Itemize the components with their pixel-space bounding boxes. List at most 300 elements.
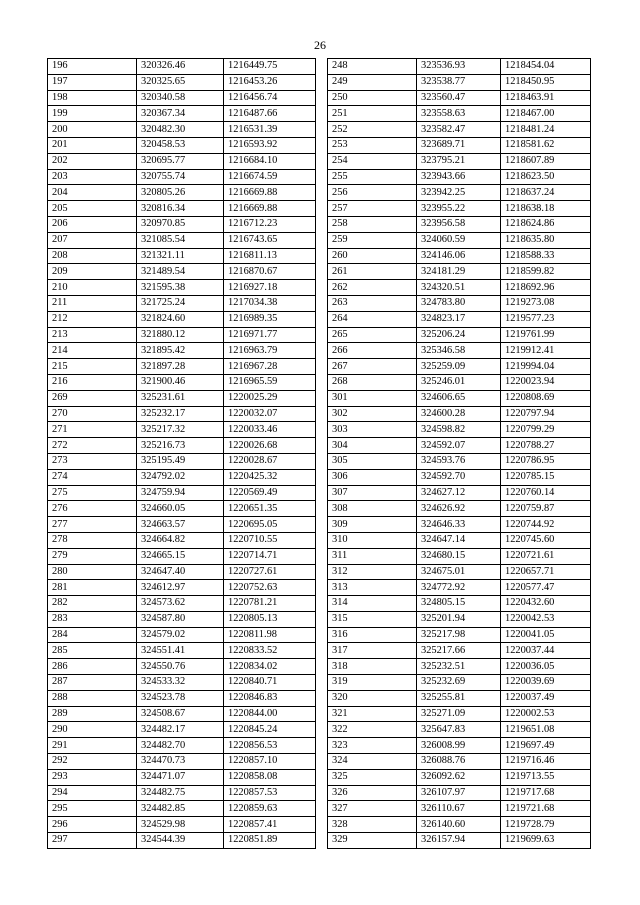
left-x-coordinate-cell: 321085.54 [137, 232, 224, 248]
left-y-coordinate-cell: 1220651.35 [224, 501, 316, 517]
table-row [48, 675, 591, 691]
left-x-coordinate-cell: 320458.53 [137, 137, 224, 153]
left-point-number-cell: 213 [48, 327, 137, 343]
column-gap [316, 422, 328, 438]
right-x-coordinate-cell: 326088.76 [417, 754, 501, 770]
right-x-coordinate-cell: 325206.24 [417, 327, 501, 343]
left-x-coordinate-cell: 324470.73 [137, 754, 224, 770]
left-x-coordinate-cell: 320755.74 [137, 169, 224, 185]
left-point-number-cell: 296 [48, 817, 137, 833]
right-y-coordinate-cell: 1220745.60 [501, 532, 591, 548]
left-point-number-cell: 280 [48, 564, 137, 580]
right-y-coordinate-cell: 1219994.04 [501, 359, 591, 375]
left-y-coordinate-cell: 1216971.77 [224, 327, 316, 343]
column-gap [316, 106, 328, 122]
column-gap [316, 343, 328, 359]
left-point-number-cell: 211 [48, 295, 137, 311]
right-y-coordinate-cell: 1218467.00 [501, 106, 591, 122]
right-point-number-cell: 255 [328, 169, 417, 185]
table-row [48, 722, 591, 738]
column-gap [316, 359, 328, 375]
right-y-coordinate-cell: 1220041.05 [501, 627, 591, 643]
right-x-coordinate-cell: 325232.69 [417, 675, 501, 691]
right-x-coordinate-cell: 326092.62 [417, 769, 501, 785]
left-y-coordinate-cell: 1220844.00 [224, 706, 316, 722]
left-y-coordinate-cell: 1216531.39 [224, 122, 316, 138]
left-y-coordinate-cell: 1220569.49 [224, 485, 316, 501]
right-point-number-cell: 314 [328, 596, 417, 612]
table-row [48, 137, 591, 153]
left-y-coordinate-cell: 1216669.88 [224, 201, 316, 217]
right-x-coordinate-cell: 324592.07 [417, 438, 501, 454]
column-gap [316, 74, 328, 90]
right-point-number-cell: 319 [328, 675, 417, 691]
left-x-coordinate-cell: 320340.58 [137, 90, 224, 106]
table-row [48, 438, 591, 454]
left-point-number-cell: 273 [48, 453, 137, 469]
left-point-number-cell: 294 [48, 785, 137, 801]
column-gap [316, 596, 328, 612]
table-row [48, 327, 591, 343]
column-gap [316, 185, 328, 201]
right-point-number-cell: 262 [328, 280, 417, 296]
right-x-coordinate-cell: 323582.47 [417, 122, 501, 138]
left-y-coordinate-cell: 1216684.10 [224, 153, 316, 169]
table-row [48, 785, 591, 801]
left-y-coordinate-cell: 1220845.24 [224, 722, 316, 738]
right-x-coordinate-cell: 326140.60 [417, 817, 501, 833]
right-point-number-cell: 312 [328, 564, 417, 580]
left-point-number-cell: 209 [48, 264, 137, 280]
right-x-coordinate-cell: 323558.63 [417, 106, 501, 122]
column-gap [316, 611, 328, 627]
right-point-number-cell: 253 [328, 137, 417, 153]
left-x-coordinate-cell: 321595.38 [137, 280, 224, 296]
left-point-number-cell: 206 [48, 216, 137, 232]
right-x-coordinate-cell: 324675.01 [417, 564, 501, 580]
left-point-number-cell: 214 [48, 343, 137, 359]
left-x-coordinate-cell: 324587.80 [137, 611, 224, 627]
column-gap [316, 311, 328, 327]
left-x-coordinate-cell: 325231.61 [137, 390, 224, 406]
right-y-coordinate-cell: 1218638.18 [501, 201, 591, 217]
column-gap [316, 137, 328, 153]
left-x-coordinate-cell: 320326.46 [137, 59, 224, 75]
right-x-coordinate-cell: 326107.97 [417, 785, 501, 801]
right-point-number-cell: 264 [328, 311, 417, 327]
left-x-coordinate-cell: 320695.77 [137, 153, 224, 169]
left-x-coordinate-cell: 320325.65 [137, 74, 224, 90]
right-point-number-cell: 259 [328, 232, 417, 248]
left-point-number-cell: 283 [48, 611, 137, 627]
table-row [48, 690, 591, 706]
column-gap [316, 690, 328, 706]
table-row [48, 216, 591, 232]
left-y-coordinate-cell: 1220025.29 [224, 390, 316, 406]
left-x-coordinate-cell: 324647.40 [137, 564, 224, 580]
column-gap [316, 59, 328, 75]
table-row [48, 833, 591, 849]
right-point-number-cell: 248 [328, 59, 417, 75]
table-row [48, 153, 591, 169]
table-row [48, 453, 591, 469]
left-point-number-cell: 215 [48, 359, 137, 375]
right-point-number-cell: 316 [328, 627, 417, 643]
right-x-coordinate-cell: 324646.33 [417, 517, 501, 533]
right-point-number-cell: 315 [328, 611, 417, 627]
right-point-number-cell: 254 [328, 153, 417, 169]
table-row [48, 643, 591, 659]
left-y-coordinate-cell: 1220752.63 [224, 580, 316, 596]
left-point-number-cell: 293 [48, 769, 137, 785]
left-y-coordinate-cell: 1216593.92 [224, 137, 316, 153]
table-row [48, 295, 591, 311]
table-row [48, 201, 591, 217]
right-point-number-cell: 327 [328, 801, 417, 817]
right-x-coordinate-cell: 323955.22 [417, 201, 501, 217]
right-y-coordinate-cell: 1220657.71 [501, 564, 591, 580]
table-row [48, 754, 591, 770]
column-gap [316, 548, 328, 564]
table-row [48, 501, 591, 517]
left-x-coordinate-cell: 324579.02 [137, 627, 224, 643]
left-point-number-cell: 198 [48, 90, 137, 106]
right-x-coordinate-cell: 326110.67 [417, 801, 501, 817]
table-row [48, 738, 591, 754]
left-point-number-cell: 288 [48, 690, 137, 706]
right-x-coordinate-cell: 325271.09 [417, 706, 501, 722]
column-gap [316, 706, 328, 722]
left-y-coordinate-cell: 1216870.67 [224, 264, 316, 280]
left-y-coordinate-cell: 1216712.23 [224, 216, 316, 232]
left-point-number-cell: 279 [48, 548, 137, 564]
right-point-number-cell: 310 [328, 532, 417, 548]
column-gap [316, 738, 328, 754]
right-x-coordinate-cell: 323943.66 [417, 169, 501, 185]
right-x-coordinate-cell: 325201.94 [417, 611, 501, 627]
left-point-number-cell: 278 [48, 532, 137, 548]
left-y-coordinate-cell: 1216963.79 [224, 343, 316, 359]
right-point-number-cell: 317 [328, 643, 417, 659]
column-gap [316, 201, 328, 217]
right-x-coordinate-cell: 323942.25 [417, 185, 501, 201]
table-row [48, 769, 591, 785]
right-point-number-cell: 325 [328, 769, 417, 785]
table-row [48, 611, 591, 627]
left-y-coordinate-cell: 1220858.08 [224, 769, 316, 785]
right-x-coordinate-cell: 325346.58 [417, 343, 501, 359]
left-y-coordinate-cell: 1220859.63 [224, 801, 316, 817]
table-row [48, 185, 591, 201]
left-y-coordinate-cell: 1220727.61 [224, 564, 316, 580]
left-x-coordinate-cell: 321880.12 [137, 327, 224, 343]
right-x-coordinate-cell: 323538.77 [417, 74, 501, 90]
left-x-coordinate-cell: 324523.78 [137, 690, 224, 706]
right-x-coordinate-cell: 324627.12 [417, 485, 501, 501]
left-y-coordinate-cell: 1216669.88 [224, 185, 316, 201]
table-row [48, 817, 591, 833]
left-point-number-cell: 290 [48, 722, 137, 738]
left-y-coordinate-cell: 1216449.75 [224, 59, 316, 75]
left-x-coordinate-cell: 324550.76 [137, 659, 224, 675]
right-point-number-cell: 266 [328, 343, 417, 359]
right-point-number-cell: 320 [328, 690, 417, 706]
column-gap [316, 216, 328, 232]
table-row [48, 264, 591, 280]
left-point-number-cell: 269 [48, 390, 137, 406]
column-gap [316, 754, 328, 770]
right-y-coordinate-cell: 1220786.95 [501, 453, 591, 469]
left-point-number-cell: 276 [48, 501, 137, 517]
left-point-number-cell: 212 [48, 311, 137, 327]
left-point-number-cell: 286 [48, 659, 137, 675]
left-y-coordinate-cell: 1220710.55 [224, 532, 316, 548]
right-point-number-cell: 252 [328, 122, 417, 138]
left-point-number-cell: 287 [48, 675, 137, 691]
left-point-number-cell: 272 [48, 438, 137, 454]
column-gap [316, 406, 328, 422]
right-point-number-cell: 256 [328, 185, 417, 201]
column-gap [316, 769, 328, 785]
left-x-coordinate-cell: 325195.49 [137, 453, 224, 469]
right-y-coordinate-cell: 1219721.68 [501, 801, 591, 817]
right-y-coordinate-cell: 1218624.86 [501, 216, 591, 232]
column-gap [316, 722, 328, 738]
left-y-coordinate-cell: 1220857.10 [224, 754, 316, 770]
left-point-number-cell: 277 [48, 517, 137, 533]
table-row [48, 659, 591, 675]
column-gap [316, 453, 328, 469]
right-point-number-cell: 318 [328, 659, 417, 675]
left-x-coordinate-cell: 324660.05 [137, 501, 224, 517]
right-y-coordinate-cell: 1218454.04 [501, 59, 591, 75]
column-gap [316, 169, 328, 185]
left-y-coordinate-cell: 1216965.59 [224, 374, 316, 390]
right-y-coordinate-cell: 1220037.49 [501, 690, 591, 706]
left-y-coordinate-cell: 1220857.41 [224, 817, 316, 833]
column-gap [316, 264, 328, 280]
right-point-number-cell: 249 [328, 74, 417, 90]
left-y-coordinate-cell: 1220846.83 [224, 690, 316, 706]
left-x-coordinate-cell: 324573.62 [137, 596, 224, 612]
left-x-coordinate-cell: 324471.07 [137, 769, 224, 785]
right-y-coordinate-cell: 1219273.08 [501, 295, 591, 311]
column-gap [316, 659, 328, 675]
left-x-coordinate-cell: 324663.57 [137, 517, 224, 533]
right-y-coordinate-cell: 1220797.94 [501, 406, 591, 422]
right-y-coordinate-cell: 1220785.15 [501, 469, 591, 485]
left-point-number-cell: 203 [48, 169, 137, 185]
table-row [48, 232, 591, 248]
left-point-number-cell: 216 [48, 374, 137, 390]
left-y-coordinate-cell: 1220695.05 [224, 517, 316, 533]
table-row [48, 627, 591, 643]
left-point-number-cell: 196 [48, 59, 137, 75]
right-point-number-cell: 268 [328, 374, 417, 390]
left-y-coordinate-cell: 1216487.66 [224, 106, 316, 122]
table-row [48, 169, 591, 185]
table-row [48, 122, 591, 138]
right-x-coordinate-cell: 324647.14 [417, 532, 501, 548]
left-x-coordinate-cell: 324665.15 [137, 548, 224, 564]
left-y-coordinate-cell: 1220026.68 [224, 438, 316, 454]
right-y-coordinate-cell: 1218581.62 [501, 137, 591, 153]
right-point-number-cell: 304 [328, 438, 417, 454]
right-x-coordinate-cell: 324592.70 [417, 469, 501, 485]
table-row [48, 596, 591, 612]
left-y-coordinate-cell: 1217034.38 [224, 295, 316, 311]
right-point-number-cell: 251 [328, 106, 417, 122]
column-gap [316, 438, 328, 454]
right-y-coordinate-cell: 1219713.55 [501, 769, 591, 785]
left-y-coordinate-cell: 1220033.46 [224, 422, 316, 438]
right-x-coordinate-cell: 324146.06 [417, 248, 501, 264]
right-y-coordinate-cell: 1218637.24 [501, 185, 591, 201]
left-x-coordinate-cell: 324482.85 [137, 801, 224, 817]
column-gap [316, 485, 328, 501]
right-x-coordinate-cell: 324598.82 [417, 422, 501, 438]
right-y-coordinate-cell: 1220042.53 [501, 611, 591, 627]
right-y-coordinate-cell: 1218692.96 [501, 280, 591, 296]
left-y-coordinate-cell: 1216811.13 [224, 248, 316, 264]
right-y-coordinate-cell: 1218450.95 [501, 74, 591, 90]
right-y-coordinate-cell: 1218463.91 [501, 90, 591, 106]
right-point-number-cell: 313 [328, 580, 417, 596]
right-y-coordinate-cell: 1220432.60 [501, 596, 591, 612]
column-gap [316, 627, 328, 643]
table-row [48, 580, 591, 596]
left-point-number-cell: 289 [48, 706, 137, 722]
right-y-coordinate-cell: 1220788.27 [501, 438, 591, 454]
right-point-number-cell: 311 [328, 548, 417, 564]
right-x-coordinate-cell: 324606.65 [417, 390, 501, 406]
right-y-coordinate-cell: 1220023.94 [501, 374, 591, 390]
column-gap [316, 122, 328, 138]
left-y-coordinate-cell: 1220805.13 [224, 611, 316, 627]
column-gap [316, 232, 328, 248]
column-gap [316, 817, 328, 833]
table-row [48, 90, 591, 106]
table-row [48, 517, 591, 533]
right-x-coordinate-cell: 324626.92 [417, 501, 501, 517]
left-y-coordinate-cell: 1220834.02 [224, 659, 316, 675]
table-row [48, 406, 591, 422]
right-y-coordinate-cell: 1219716.46 [501, 754, 591, 770]
left-point-number-cell: 197 [48, 74, 137, 90]
right-x-coordinate-cell: 324805.15 [417, 596, 501, 612]
right-x-coordinate-cell: 326157.94 [417, 833, 501, 849]
left-y-coordinate-cell: 1220851.89 [224, 833, 316, 849]
right-point-number-cell: 308 [328, 501, 417, 517]
column-gap [316, 501, 328, 517]
left-x-coordinate-cell: 324664.82 [137, 532, 224, 548]
left-y-coordinate-cell: 1220028.67 [224, 453, 316, 469]
right-y-coordinate-cell: 1220037.44 [501, 643, 591, 659]
left-x-coordinate-cell: 324792.02 [137, 469, 224, 485]
column-gap [316, 833, 328, 849]
left-y-coordinate-cell: 1220833.52 [224, 643, 316, 659]
left-y-coordinate-cell: 1220714.71 [224, 548, 316, 564]
right-x-coordinate-cell: 323795.21 [417, 153, 501, 169]
right-point-number-cell: 329 [328, 833, 417, 849]
left-point-number-cell: 202 [48, 153, 137, 169]
left-x-coordinate-cell: 320482.30 [137, 122, 224, 138]
right-point-number-cell: 307 [328, 485, 417, 501]
right-x-coordinate-cell: 324783.80 [417, 295, 501, 311]
left-x-coordinate-cell: 324482.75 [137, 785, 224, 801]
right-point-number-cell: 324 [328, 754, 417, 770]
right-y-coordinate-cell: 1218599.82 [501, 264, 591, 280]
table-row [48, 422, 591, 438]
right-y-coordinate-cell: 1220036.05 [501, 659, 591, 675]
left-x-coordinate-cell: 320367.34 [137, 106, 224, 122]
right-x-coordinate-cell: 323536.93 [417, 59, 501, 75]
right-x-coordinate-cell: 324320.51 [417, 280, 501, 296]
right-y-coordinate-cell: 1219577.23 [501, 311, 591, 327]
left-x-coordinate-cell: 321895.42 [137, 343, 224, 359]
column-gap [316, 564, 328, 580]
column-gap [316, 327, 328, 343]
table-row [48, 706, 591, 722]
left-x-coordinate-cell: 321824.60 [137, 311, 224, 327]
right-point-number-cell: 303 [328, 422, 417, 438]
left-point-number-cell: 297 [48, 833, 137, 849]
left-y-coordinate-cell: 1216674.59 [224, 169, 316, 185]
left-x-coordinate-cell: 325232.17 [137, 406, 224, 422]
left-point-number-cell: 282 [48, 596, 137, 612]
left-x-coordinate-cell: 321900.46 [137, 374, 224, 390]
left-x-coordinate-cell: 324612.97 [137, 580, 224, 596]
column-gap [316, 801, 328, 817]
right-point-number-cell: 309 [328, 517, 417, 533]
left-x-coordinate-cell: 321321.11 [137, 248, 224, 264]
column-gap [316, 374, 328, 390]
left-x-coordinate-cell: 321489.54 [137, 264, 224, 280]
table-row [48, 280, 591, 296]
right-y-coordinate-cell: 1218623.50 [501, 169, 591, 185]
right-point-number-cell: 323 [328, 738, 417, 754]
left-x-coordinate-cell: 324529.98 [137, 817, 224, 833]
right-y-coordinate-cell: 1220760.14 [501, 485, 591, 501]
right-y-coordinate-cell: 1218588.33 [501, 248, 591, 264]
left-y-coordinate-cell: 1220811.98 [224, 627, 316, 643]
right-x-coordinate-cell: 324823.17 [417, 311, 501, 327]
right-point-number-cell: 265 [328, 327, 417, 343]
left-point-number-cell: 204 [48, 185, 137, 201]
right-x-coordinate-cell: 324181.29 [417, 264, 501, 280]
left-x-coordinate-cell: 324508.67 [137, 706, 224, 722]
table-row [48, 469, 591, 485]
left-point-number-cell: 274 [48, 469, 137, 485]
table-row [48, 106, 591, 122]
right-y-coordinate-cell: 1220721.61 [501, 548, 591, 564]
column-gap [316, 248, 328, 264]
column-gap [316, 469, 328, 485]
table-row [48, 801, 591, 817]
right-y-coordinate-cell: 1220799.29 [501, 422, 591, 438]
right-point-number-cell: 260 [328, 248, 417, 264]
right-x-coordinate-cell: 324060.59 [417, 232, 501, 248]
right-point-number-cell: 257 [328, 201, 417, 217]
left-point-number-cell: 291 [48, 738, 137, 754]
left-point-number-cell: 205 [48, 201, 137, 217]
table-row [48, 548, 591, 564]
right-y-coordinate-cell: 1220577.47 [501, 580, 591, 596]
right-point-number-cell: 322 [328, 722, 417, 738]
left-point-number-cell: 281 [48, 580, 137, 596]
table-row [48, 532, 591, 548]
column-gap [316, 295, 328, 311]
